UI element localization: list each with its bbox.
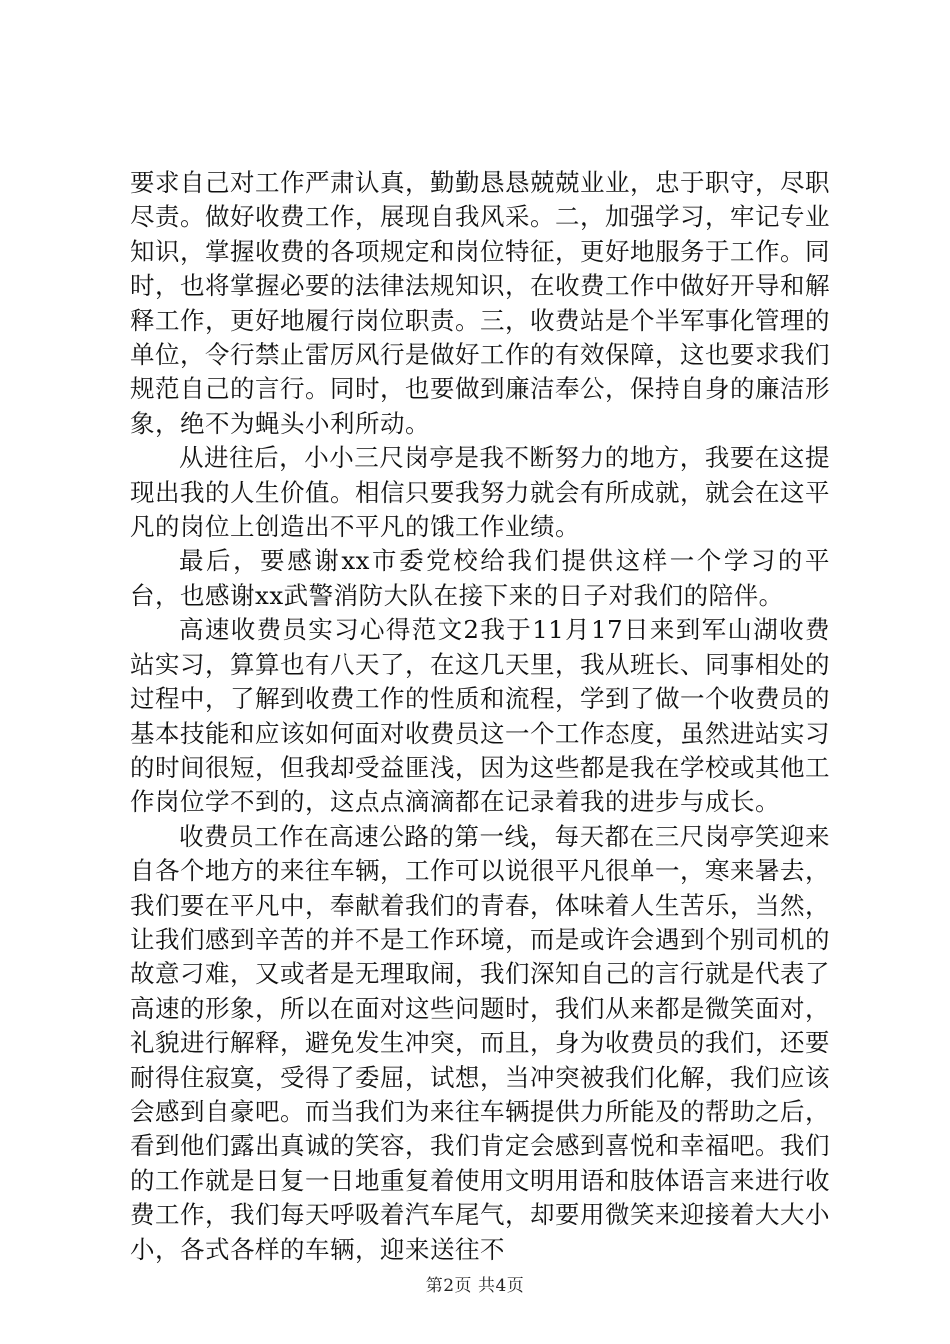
- paragraph: 从进往后，小小三尺岗亭是我不断努力的地方，我要在这提现出我的人生价值。相信只要我努力就会有所成就，就会在这平凡的岗位上创造出不平凡的饿工作业绩。: [130, 443, 830, 542]
- paragraph: 高速收费员实习心得范文2我于11月17日来到军山湖收费站实习，算算也有八天了，在这几天里，我从班长、同事相处的过程中，了解到收费工作的性质和流程，学到了做一个收费员的基本技能和应该如何面对收费员这一个工作态度，虽然进站实习的时间很短，但我却受益匪浅，因为这些都是我在学校或其他工作岗位学不到的，这点点滴滴都在记录着我的进步与成长。: [130, 615, 830, 817]
- paragraph: 收费员工作在高速公路的第一线，每天都在三尺岗亭笑迎来自各个地方的来往车辆，工作可以说很平凡很单一，寒来暑去，我们要在平凡中，奉献着我们的青春，体味着人生苦乐，当然，让我们感到辛苦的并不是工作环境，而是或许会遇到个别司机的故意刁难，又或者是无理取闹，我们深知自己的言行就是代表了高速的形象，所以在面对这些问题时，我们从来都是微笑面对，礼貌进行解释，避免发生冲突，而且，身为收费员的我们，还要耐得住寂寞，受得了委屈，试想，当冲突被我们化解，我们应该会感到自豪吧。而当我们为来往车辆提供力所能及的帮助之后，看到他们露出真诚的笑容，我们肯定会感到喜悦和幸福吧。我们的工作就是日复一日地重复着使用文明用语和肢体语言来进行收费工作，我们每天呼吸着汽车尾气，却要用微笑来迎接着大大小小，各式各样的车辆，迎来送往不: [130, 821, 830, 1264]
- page-footer: [0, 1275, 950, 1297]
- paragraph: 要求自己对工作严肃认真，勤勤恳恳兢兢业业，忠于职守，尽职尽责。做好收费工作，展现自我风采。二，加强学习，牢记专业知识，掌握收费的各项规定和岗位特征，更好地服务于工作。同时，也将掌握必要的法律法规知识，在收费工作中做好开导和解释工作，更好地履行岗位职责。三，收费站是个半军事化管理的单位，令行禁止雷厉风行是做好工作的有效保障，这也要求我们规范自己的言行。同时，也要做到廉洁奉公，保持自身的廉洁形象，绝不为蝇头小利所动。: [130, 168, 830, 438]
- document-body: [130, 166, 830, 1267]
- paragraph: 最后，要感谢xx市委党校给我们提供这样一个学习的平台，也感谢xx武警消防大队在接下来的日子对我们的陪伴。: [130, 546, 830, 610]
- page-number-label: 第2页 共4页: [425, 1276, 525, 1296]
